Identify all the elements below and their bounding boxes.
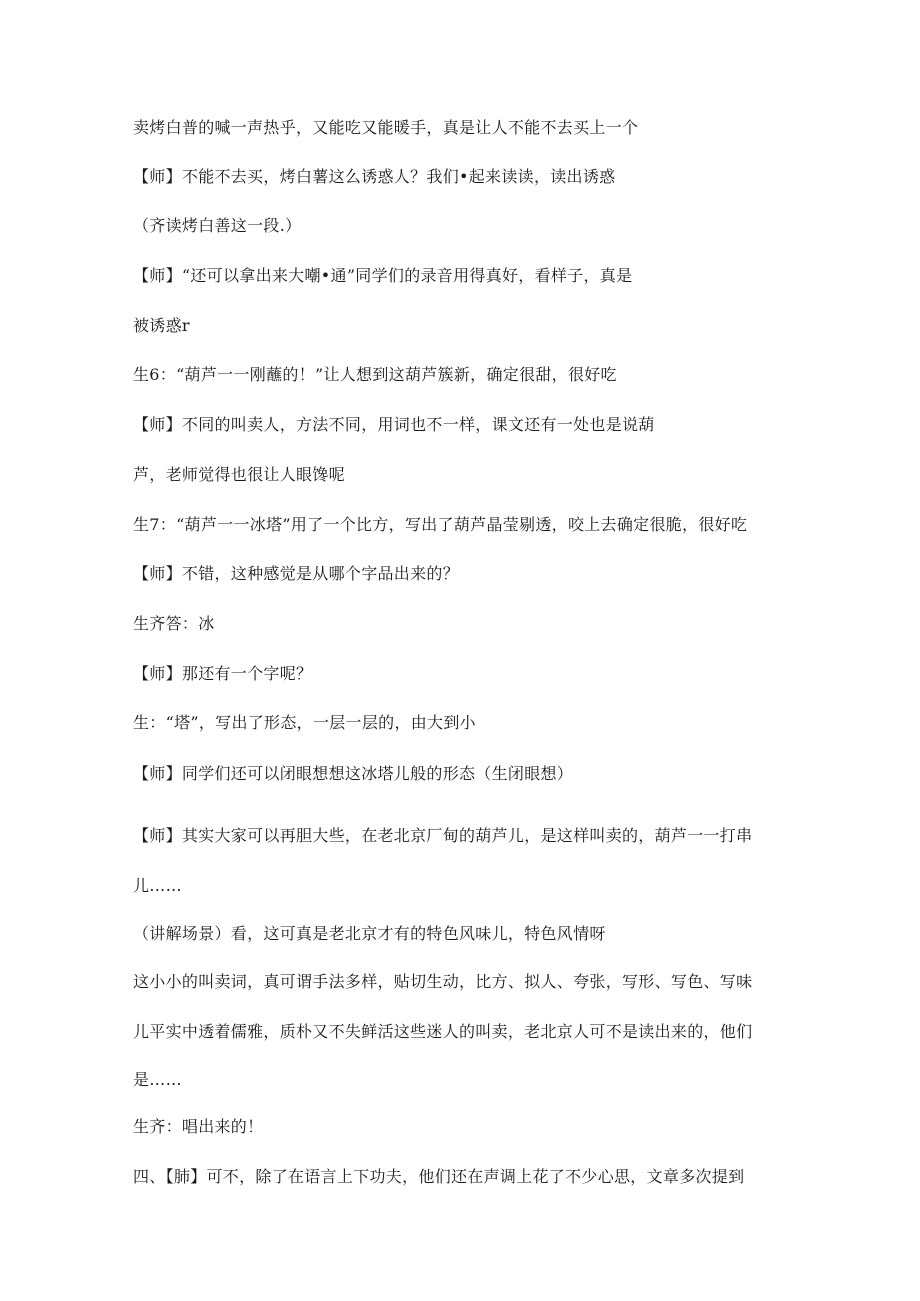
text-line: 这小小的叫卖词，真可谓手法多样，贴切生动，比方、拟人、夸张，写形、写色、写味 xyxy=(133,972,753,991)
text-line: 生：“塔”，写出了形态，一层一层的，由大到小 xyxy=(133,713,476,732)
text-line: 【师】其实大家可以再胆大些，在老北京厂甸的葫芦儿，是这样叫卖的，葫芦一一打串 xyxy=(133,826,753,845)
text-line: 被诱惑r xyxy=(133,316,190,335)
text-line: 是…… xyxy=(133,1070,182,1089)
text-line: 生齐：唱出来的！ xyxy=(133,1117,264,1136)
text-line: （讲解场景）看，这可真是老北京才有的特色风味儿，特色风情呀 xyxy=(133,924,606,943)
text-line: 儿平实中透着儒雅，质朴又不失鲜活这些迷人的叫卖，老北京人可不是读出来的，他们 xyxy=(133,1022,753,1041)
text-line: 【师】那还有一个字呢？ xyxy=(133,664,313,683)
text-line: 生6：“葫芦一一刚蘸的！”让人想到这葫芦簇新，确定很甜，很好吃 xyxy=(133,365,617,384)
text-line: （齐读烤白善这一段.） xyxy=(133,216,302,235)
text-line: 卖烤白普的喊一声热乎，又能吃又能暖手，真是让人不能不去买上一个 xyxy=(133,118,639,137)
text-line: 【师】同学们还可以闭眼想想这冰塔儿般的形态（生闭眼想） xyxy=(133,764,574,783)
text-line: 生齐答：冰 xyxy=(133,614,215,633)
text-line: 【师】“还可以拿出来大嘲•通”同学们的录音用得真好，看样子，真是 xyxy=(133,266,633,285)
text-line: 【师】不错，这种感觉是从哪个字品出来的？ xyxy=(133,564,460,583)
text-line: 生7：“葫芦一一冰塔”用了一个比方，写出了葫芦晶莹剔透，咬上去确定很脆，很好吃 xyxy=(133,515,748,534)
text-line: 儿…… xyxy=(133,876,182,895)
text-line: 四、【肺】可不，除了在语言上下功夫，他们还在声调上花了不少心思，文章多次提到 xyxy=(133,1167,745,1186)
text-line: 芦，老师觉得也很让人眼馋呢 xyxy=(133,465,345,484)
text-line: 【师】不同的叫卖人，方法不同，用词也不一样，课文还有一处也是说葫 xyxy=(133,415,655,434)
text-line: 【师】不能不去买，烤白薯这么诱惑人？我们•起来读读，读出诱惑 xyxy=(133,167,616,186)
